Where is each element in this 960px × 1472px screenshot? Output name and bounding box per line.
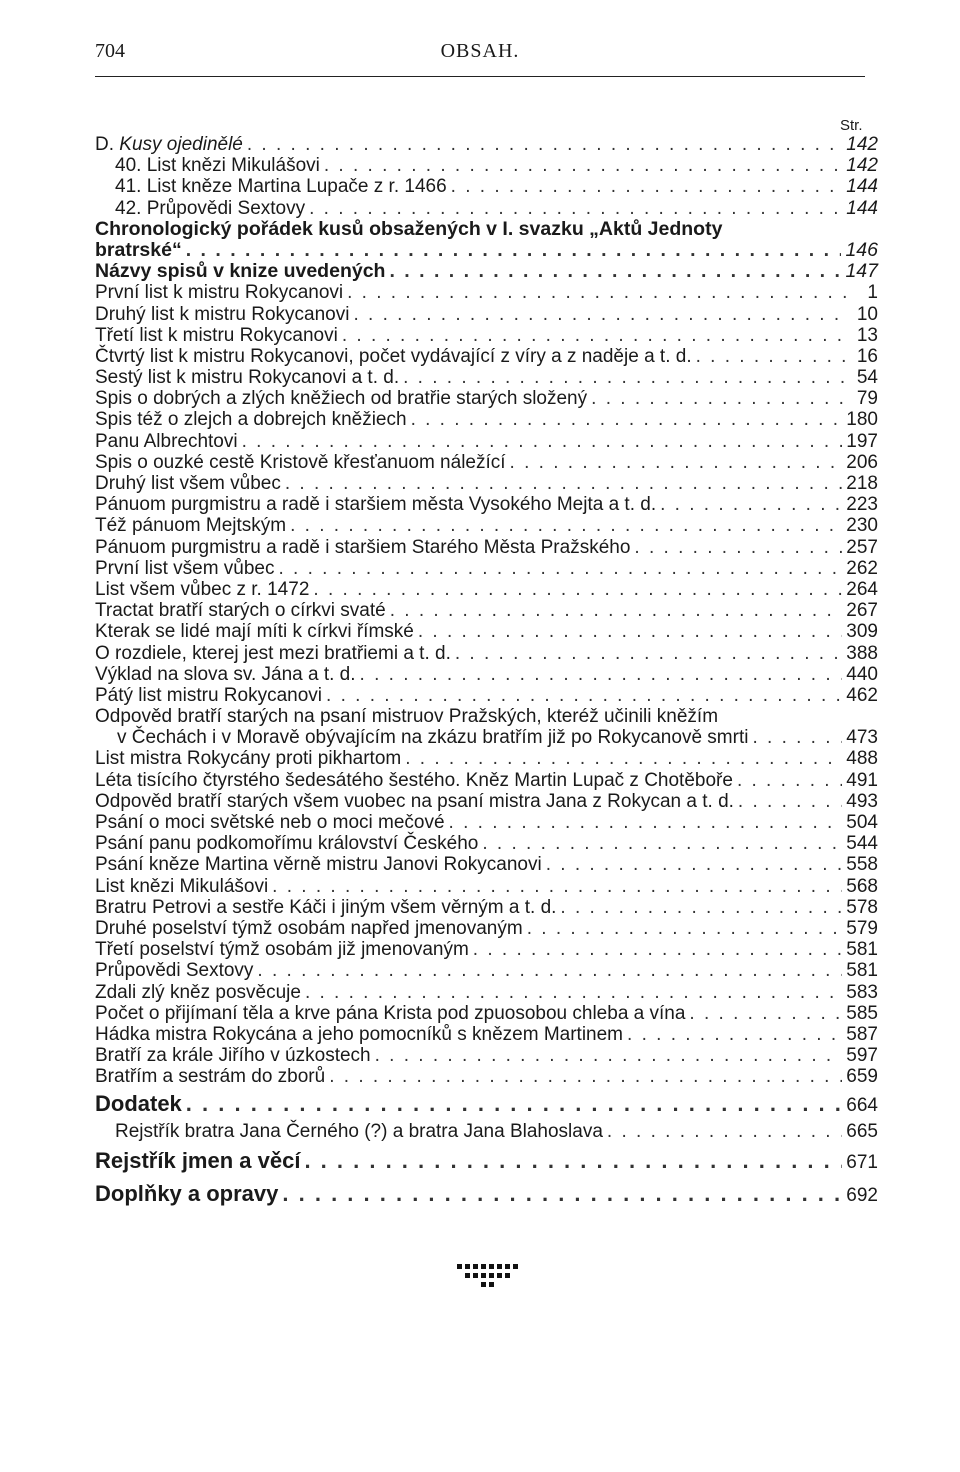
toc-entry (95, 812, 878, 833)
entry-label: Dodatek (95, 1091, 182, 1117)
section-title: Kusy ojedinělé (119, 134, 243, 155)
page-ref: 488 (846, 748, 878, 770)
page-ref: 665 (846, 1121, 878, 1143)
page-ref: 462 (846, 684, 878, 706)
toc-chrono (95, 240, 878, 261)
toc-entry (95, 155, 878, 176)
entry-label: První list k mistru Rokycanovi (95, 282, 344, 304)
entry-label: Průpovědi Sextovy (95, 960, 254, 982)
dot-leader (403, 367, 850, 388)
dot-leader (282, 1177, 842, 1210)
page-ref: 218 (846, 473, 878, 494)
entry-label: Bratřím a sestrám do zborů (95, 1066, 326, 1088)
dot-leader (546, 854, 843, 875)
toc-entry (95, 325, 878, 346)
toc-entry (95, 431, 878, 452)
toc-doplnky (95, 1177, 878, 1210)
toc-entry (95, 1045, 878, 1066)
page-ref: 144 (846, 197, 878, 219)
page-ref: 692 (846, 1185, 878, 1207)
entry-label: Panu Albrechtovi (95, 430, 238, 452)
page-ref: 659 (846, 1066, 878, 1088)
toc-entry (95, 367, 878, 388)
page-header (95, 40, 865, 72)
toc-entry (95, 579, 878, 600)
dot-leader (279, 558, 843, 579)
page-ref: 264 (846, 578, 878, 600)
entry-label: Sestý list k mistru Rokycanovi a t. d. (95, 367, 400, 389)
toc-entry (95, 770, 878, 791)
toc-entry (95, 304, 878, 325)
toc-entry (95, 960, 878, 981)
dot-leader (607, 1120, 842, 1144)
entry-label: bratrské“ (95, 238, 182, 261)
dot-leader (329, 1066, 842, 1087)
dot-leader (451, 176, 843, 197)
toc-entry (95, 643, 878, 664)
entry-label: List všem vůbec z r. 1472 (95, 578, 310, 600)
dot-leader (737, 770, 842, 791)
page-ref: 568 (846, 875, 878, 897)
page-ref: 230 (846, 515, 878, 537)
page-ref: 493 (846, 790, 878, 812)
entry-label: Pánuom purgmistru a radě i staršiem města Vysokého Mejta a t. d. (95, 494, 657, 516)
toc-entry (95, 854, 878, 875)
dot-leader (186, 240, 842, 261)
dot-leader (257, 960, 842, 981)
dot-leader (272, 876, 842, 897)
page-ref: 79 (856, 388, 878, 410)
page-ref: 491 (846, 769, 878, 791)
dot-leader (390, 600, 843, 621)
page-ref: 54 (856, 367, 878, 389)
dot-leader (689, 1003, 842, 1024)
toc-entry (95, 600, 878, 621)
toc-entry (95, 791, 878, 812)
page-ref: 144 (846, 176, 878, 198)
toc-entry (95, 1003, 878, 1024)
toc-entry (95, 409, 878, 430)
toc-entry (95, 939, 878, 960)
entry-label: Rejstřík jmen a věcí (95, 1148, 301, 1174)
dot-leader (634, 537, 842, 558)
entry-label: List knězi Mikulášovi (95, 875, 269, 897)
page-ref: 558 (846, 854, 878, 876)
toc-entry (95, 537, 878, 558)
dot-leader (326, 685, 842, 706)
entry-label: Druhý list k mistru Rokycanovi (95, 303, 350, 325)
page-ref: 578 (846, 896, 878, 918)
toc-entry (95, 388, 878, 409)
page-ref: 146 (845, 238, 878, 261)
page-ref: 309 (846, 621, 878, 643)
page-ref: 504 (846, 812, 878, 833)
page-ref: 581 (846, 960, 878, 982)
page-ref: 597 (846, 1045, 878, 1067)
entry-label: Psání kněze Martina věrně mistru Janovi Rokycanovi (95, 854, 542, 876)
dot-leader (304, 1144, 842, 1177)
dot-leader (660, 494, 842, 515)
dot-leader (473, 939, 843, 960)
dot-leader (353, 304, 850, 325)
dot-leader (696, 346, 850, 367)
toc-entry (95, 918, 878, 939)
entry-label: 42. Průpovědi Sextovy (115, 197, 306, 219)
entry-label: v Čechách i v Moravě obývajícím na zkázu bratřím již po Rokycanově smrti (117, 727, 749, 749)
entry-label: Psání o moci světské neb o moci mečové (95, 812, 445, 833)
entry-label: 41. List kněze Martina Lupače z r. 1466 (115, 176, 447, 198)
entry-label: Spis o ouzké cestě Kristově křesťanuom náležící (95, 451, 506, 473)
entry-label: Třetí list k mistru Rokycanovi (95, 324, 338, 346)
toc-entry (95, 558, 878, 579)
toc-entry (95, 897, 878, 918)
dot-leader (360, 664, 843, 685)
dot-leader (290, 515, 842, 536)
toc-entry (95, 833, 878, 854)
page-ref: 142 (846, 134, 878, 155)
dot-leader (738, 791, 842, 812)
toc-entry (95, 198, 878, 219)
end-ornament-icon (455, 1262, 521, 1294)
page-ref: 583 (846, 981, 878, 1003)
dot-leader (510, 452, 843, 473)
page-ref: 473 (846, 727, 878, 749)
toc-entry (95, 494, 878, 515)
dot-leader (375, 1045, 843, 1066)
page-ref: 544 (846, 833, 878, 855)
entry-label: Výklad na slova sv. Jána a t. d. (95, 663, 356, 685)
dot-leader (418, 621, 842, 642)
dot-leader (449, 812, 843, 833)
toc-odpoved-line1: Odpověd bratří starých na psaní mistruov Pražských, kteréž učinili kněžím (95, 706, 719, 728)
dot-leader (591, 388, 850, 409)
toc-dodatek (95, 1087, 878, 1120)
toc-entry (95, 876, 878, 897)
table-of-contents (95, 134, 878, 1210)
toc-rejstrik-sub (95, 1120, 878, 1144)
dot-leader (752, 727, 842, 748)
entry-label: Tractat bratří starých o církvi svaté (95, 600, 386, 622)
dot-leader (186, 1087, 843, 1120)
entries-list (95, 282, 878, 706)
toc-rejstrik (95, 1144, 878, 1177)
toc-entry (95, 1066, 878, 1087)
entry-label: Odpověd bratří starých všem vuobec na psaní mistra Jana z Rokycan a t. d. (95, 790, 734, 812)
page-ref: 664 (846, 1095, 878, 1117)
page-ref: 1 (867, 282, 878, 304)
entry-label: Spis též o zlejch a dobrejch kněžiech (95, 409, 407, 431)
toc-nazvy (95, 261, 878, 282)
entry-label: Názvy spisů v knize uvedených (95, 260, 386, 283)
page-ref: 180 (846, 409, 878, 431)
page-column-label: Str. (840, 117, 863, 134)
dot-leader (342, 325, 850, 346)
page-ref: 13 (856, 324, 878, 346)
page-ref: 587 (846, 1023, 878, 1045)
toc-entry (95, 748, 878, 769)
dot-leader (247, 134, 842, 155)
entry-label: Pánuom purgmistru a radě i staršiem Starého Města Pražského (95, 536, 631, 558)
entry-label: Pátý list mistru Rokycanovi (95, 684, 323, 706)
page-ref: 10 (856, 303, 878, 325)
page-ref: 223 (846, 494, 878, 516)
dot-leader (405, 748, 842, 769)
entry-label: Spis o dobrých a zlých kněžiech od bratřie starých složený (95, 388, 588, 410)
dot-leader (482, 833, 842, 854)
dot-leader (455, 643, 842, 664)
entry-label: Zdali zlý kněz posvěcuje (95, 981, 301, 1003)
toc-entry (95, 452, 878, 473)
entries-list (95, 748, 878, 1087)
entry-label: O rozdiele, kterej jest mezi bratřiemi a t. d. (95, 642, 451, 664)
entry-label: List mistra Rokycány proti pikhartom (95, 748, 402, 770)
entry-label: Bratru Petrovi a sestře Káči i jiným všem věrným a t. d. (95, 896, 557, 918)
toc-entry (95, 515, 878, 536)
dot-leader (389, 261, 841, 282)
page-ref: 257 (846, 536, 878, 558)
section-prefix: D. (95, 134, 120, 155)
page-ref: 197 (846, 430, 878, 452)
dot-leader (309, 198, 842, 219)
toc-entry (95, 346, 878, 367)
toc-entry (95, 982, 878, 1003)
page-ref: 142 (846, 155, 878, 177)
entry-label: Třetí poselství týmž osobám již jmenovaným (95, 939, 469, 961)
toc-entry (95, 621, 878, 642)
toc-odpoved (95, 727, 878, 748)
page-title: OBSAH. (440, 40, 520, 62)
entry-label: Hádka mistra Rokycána a jeho pomocníků s knězem Martinem (95, 1023, 624, 1045)
toc-section-d (95, 134, 878, 155)
dot-leader (560, 897, 842, 918)
dot-leader (347, 282, 850, 303)
page-ref: 440 (846, 663, 878, 685)
dot-leader (313, 579, 842, 600)
toc-entry (95, 685, 878, 706)
page-ref: 585 (846, 1002, 878, 1024)
entry-label: Počet o přijímaní těla a krve pána Krista pod zpuosobou chleba a vína (95, 1002, 686, 1024)
page-ref: 267 (846, 600, 878, 622)
page-ref: 581 (846, 939, 878, 961)
page-ref: 671 (846, 1152, 878, 1174)
page-ref: 16 (856, 345, 878, 367)
dot-leader (285, 473, 842, 494)
toc-entry (95, 664, 878, 685)
page-number: 704 (95, 40, 125, 62)
entry-label: Též pánuom Mejtským (95, 515, 287, 537)
entry-label: 40. List knězi Mikulášovi (115, 155, 320, 177)
page-ref: 579 (846, 917, 878, 939)
entry-label: Bratří za krále Jiřího v úzkostech (95, 1045, 371, 1067)
toc-entry (95, 176, 878, 197)
page-ref: 206 (846, 451, 878, 473)
entry-label: Rejstřík bratra Jana Černého (?) a bratra Jana Blahoslava (115, 1121, 603, 1143)
toc-entry (95, 282, 878, 303)
entry-label: Druhé poselství týmž osobám napřed jmenovaným (95, 917, 523, 939)
dot-leader (411, 409, 843, 430)
dot-leader (627, 1024, 842, 1045)
entry-label: Kterak se lidé mají míti k církvi římské (95, 621, 414, 643)
dot-leader (324, 155, 842, 176)
entry-label: Čtvrtý list k mistru Rokycanovi, počet vydávající z víry a z naděje a t. d. (95, 345, 692, 367)
entry-label: Druhý list všem vůbec (95, 473, 281, 494)
page-ref: 147 (845, 260, 878, 283)
entry-label: První list všem vůbec (95, 557, 275, 579)
dot-leader (305, 982, 842, 1003)
entry-label: Léta tisícího čtyrstého šedesátého šestého. Kněz Martin Lupač z Chotěboře (95, 769, 733, 791)
dot-leader (242, 431, 843, 452)
entry-label: Doplňky a opravy (95, 1181, 279, 1207)
entry-label: Psání panu podkomořímu království Českého (95, 833, 479, 855)
toc-chrono-line1: Chronologický pořádek kusů obsažených v I. svazku „Aktů Jednoty (95, 217, 723, 240)
toc-entry (95, 473, 878, 494)
page-ref: 262 (846, 557, 878, 579)
toc-entry (95, 1024, 878, 1045)
header-rule (95, 76, 865, 77)
dot-leader (527, 918, 843, 939)
page-ref: 388 (846, 642, 878, 664)
